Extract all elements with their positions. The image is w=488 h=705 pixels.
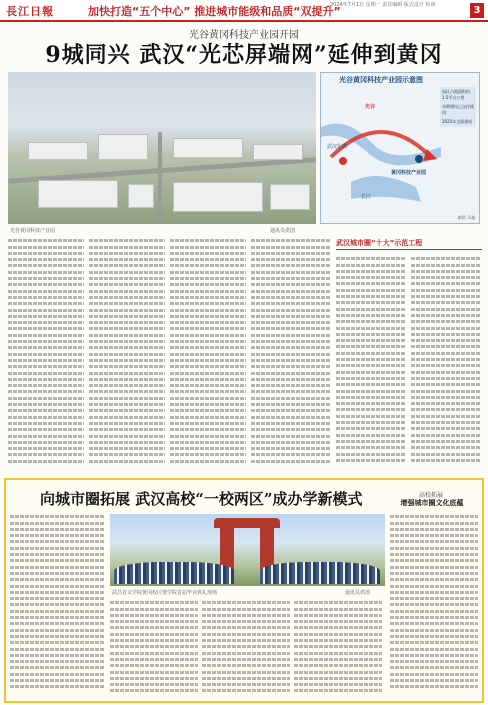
lead-photo-credit: 通讯员供图 <box>270 228 296 234</box>
map-credit: 制图 马驰 <box>457 215 475 220</box>
side-section-title: 武汉城市圈“十大”示范工程 <box>336 238 482 250</box>
body-column-4 <box>251 236 331 472</box>
map-legend-item: 首期建设已交付使用 <box>442 104 474 115</box>
university-column-4 <box>294 598 382 698</box>
university-column-1 <box>10 512 105 698</box>
map-title: 光谷黄冈科技产业园示意图 <box>339 76 423 84</box>
body-column-1 <box>8 236 84 472</box>
page-number: 3 <box>470 3 484 18</box>
lead-kicker: 光谷黄冈科技产业园开园 <box>189 30 299 41</box>
graduation-photo <box>110 514 385 586</box>
masthead-meta: 2024年7月1日 星期一 责任编辑 版式设计 检读 <box>330 2 436 8</box>
park-location-map <box>320 72 480 224</box>
map-legend-item: 2025年全面建成 <box>442 119 473 124</box>
university-section-title: 向城市圈拓展 武汉高校“一校两区”成办学新模式 <box>40 490 363 508</box>
map-label-3: 黄冈科技产业园 <box>391 170 427 176</box>
lead-photo <box>8 72 316 224</box>
masthead <box>0 0 488 22</box>
map-label-4: 长江 <box>361 194 372 200</box>
university-side-column <box>390 512 478 698</box>
map-label-2: 光谷 <box>365 104 376 110</box>
graduation-photo-caption: 武昌首义学院黄冈校区暨学院首届毕业典礼现场 <box>112 590 218 596</box>
body-column-3 <box>170 236 246 472</box>
map-legend-item: 园区占地面积约1.5平方公里 <box>442 89 470 100</box>
lead-title: 9城同兴 武汉“光芯屏端网”延伸到黄冈 <box>45 42 443 68</box>
map-legend <box>440 87 476 127</box>
university-side-kicker: 高校拓展 <box>418 492 443 499</box>
graduation-photo-credit: 通讯员供图 <box>345 590 371 596</box>
body-column-2 <box>89 236 165 472</box>
university-column-3 <box>202 598 290 698</box>
university-column-2 <box>110 598 198 698</box>
map-label-1: 武汉东湖 <box>327 144 348 150</box>
side-column-1 <box>336 254 406 472</box>
newspaper-logo: 長江日報 <box>6 5 54 18</box>
side-column-2 <box>411 254 481 472</box>
banner-headline: 加快打造“五个中心” 推进城市能级和品质“双提升” <box>88 5 341 18</box>
map-graphic <box>321 87 441 223</box>
lead-photo-caption: 光谷黄冈科技产业园 <box>10 228 56 234</box>
university-side-title: 增强城市圈文化底蕴 <box>400 499 464 507</box>
